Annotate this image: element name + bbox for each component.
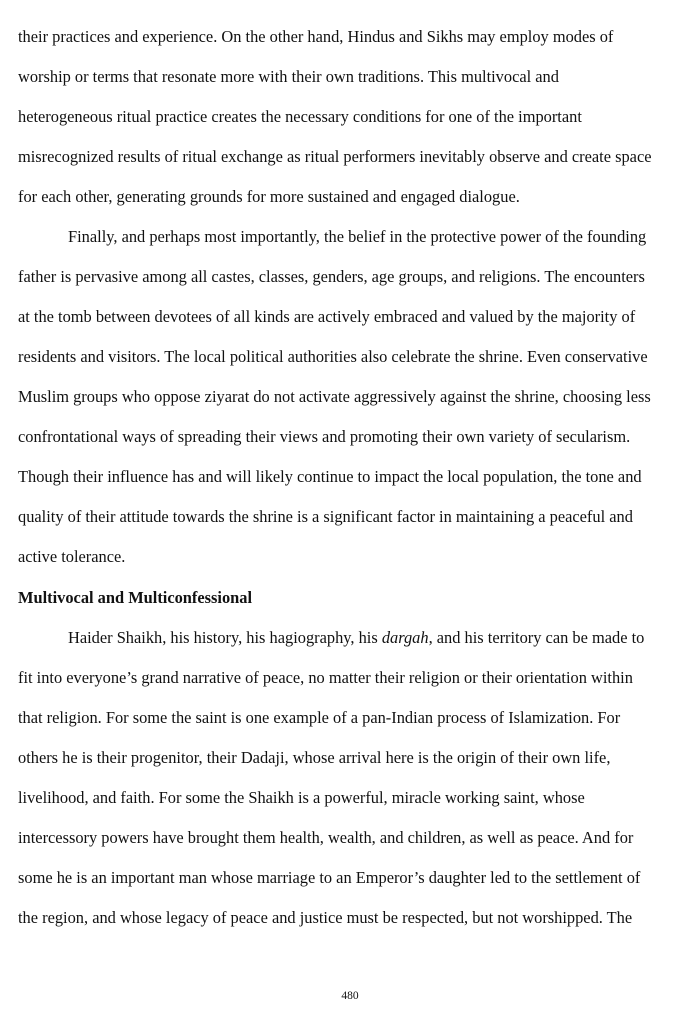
paragraph-line: Though their influence has and will likely continue to impact the local population, the tone and	[18, 467, 642, 486]
paragraph-line: that religion. For some the saint is one example of a pan-Indian process of Islamization. For	[18, 708, 621, 727]
paragraph-line: their practices and experience. On the other hand, Hindus and Sikhs may employ modes of	[18, 27, 614, 46]
italic-term: dargah	[381, 628, 429, 647]
paragraph-line: quality of their attitude towards the shrine is a significant factor in maintaining a peaceful and	[18, 507, 633, 526]
paragraph-line: for each other, generating grounds for more sustained and engaged dialogue.	[18, 187, 520, 206]
paragraph-line: residents and visitors. The local political authorities also celebrate the shrine. Even conservative	[18, 347, 648, 366]
paragraph-line: fit into everyone’s grand narrative of peace, no matter their religion or their orientation within	[18, 668, 633, 687]
paragraph-line: heterogeneous ritual practice creates the necessary conditions for one of the important	[18, 107, 582, 126]
paragraph-line: the region, and whose legacy of peace and justice must be respected, but not worshipped. The	[18, 908, 633, 927]
section-heading: Multivocal and Multiconfessional	[18, 588, 253, 607]
paragraph-line: some he is an important man whose marriage to an Emperor’s daughter led to the settlement of	[18, 868, 641, 887]
text-run: , and his territory can be made to	[428, 628, 645, 647]
paragraph-line: active tolerance.	[18, 547, 126, 566]
paragraph-line: intercessory powers have brought them health, wealth, and children, as well as peace. And for	[18, 828, 634, 847]
text-run: Haider Shaikh, his history, his hagiography, his	[68, 628, 382, 647]
paragraph-line: worship or terms that resonate more with their own traditions. This multivocal and	[18, 67, 559, 86]
paragraph-line: at the tomb between devotees of all kinds are actively embraced and valued by the majority of	[18, 307, 636, 326]
paragraph-line	[68, 628, 644, 648]
paragraph-line: misrecognized results of ritual exchange as ritual performers inevitably observe and create space	[18, 147, 652, 166]
paragraph-line: Muslim groups who oppose ziyarat do not activate aggressively against the shrine, choosing less	[18, 387, 651, 406]
paragraph-line: others he is their progenitor, their Dadaji, whose arrival here is the origin of their own life,	[18, 748, 611, 767]
page-number: 480	[341, 990, 359, 1002]
paragraph-line: Finally, and perhaps most importantly, the belief in the protective power of the founding	[68, 227, 647, 246]
paragraph-line: livelihood, and faith. For some the Shaikh is a powerful, miracle working saint, whose	[18, 788, 585, 807]
paragraph-line: confrontational ways of spreading their views and promoting their own variety of secularism.	[18, 427, 631, 446]
paragraph-line: father is pervasive among all castes, classes, genders, age groups, and religions. The encounters	[18, 267, 645, 286]
